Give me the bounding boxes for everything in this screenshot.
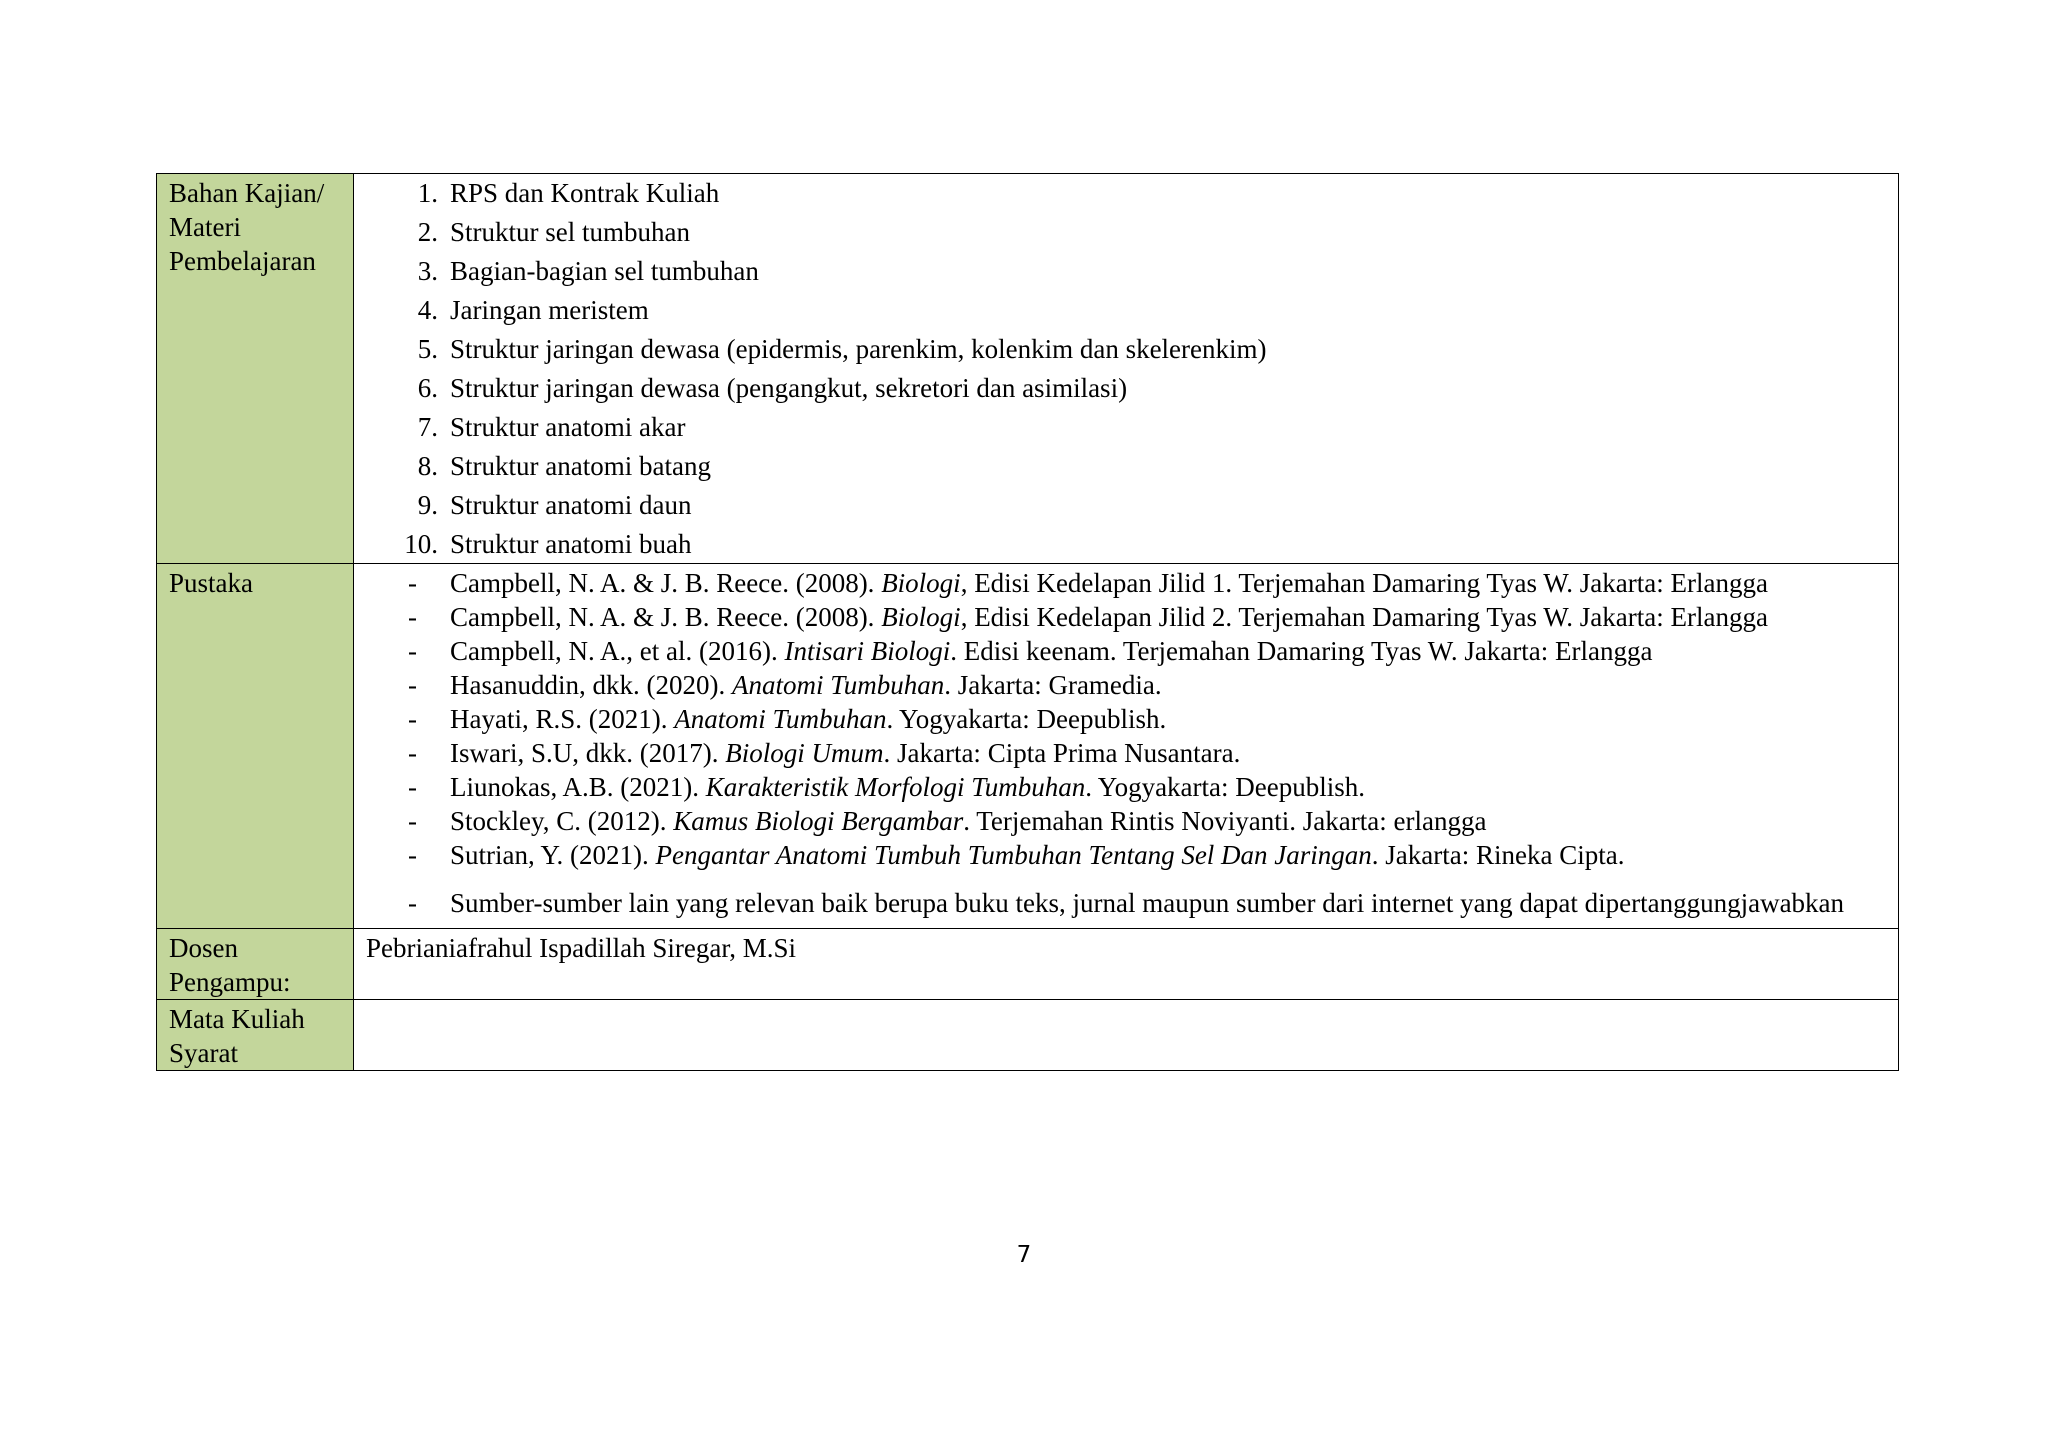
list-item-text: Struktur anatomi akar <box>450 412 686 442</box>
pustaka-cell <box>354 564 1899 929</box>
reference-bullet: - <box>408 806 417 836</box>
list-item-number: 9. <box>417 490 438 520</box>
list-item <box>354 213 1884 252</box>
reference-author: Sumber-sumber lain yang relevan baik berupa buku teks, jurnal maupun sumber dari internet yang dapat dipertanggungjawabkan <box>450 888 1845 918</box>
row-label-pustaka: Pustaka <box>157 564 354 929</box>
reference-item <box>354 886 1884 920</box>
materi-cell <box>354 174 1899 564</box>
list-item <box>354 291 1884 330</box>
list-item <box>354 525 1884 563</box>
list-item-number: 6. <box>417 373 438 403</box>
reference-title: Anatomi Tumbuhan <box>674 704 887 734</box>
list-item-number: 1. <box>417 178 438 208</box>
list-item-text: Struktur anatomi buah <box>450 529 692 559</box>
reference-bullet: - <box>408 636 417 666</box>
reference-title: Intisari Biologi <box>784 636 951 666</box>
reference-author: Campbell, N. A. & J. B. Reece. (2008). <box>450 568 882 598</box>
list-item-number: 5. <box>417 334 438 364</box>
reference-item <box>354 634 1884 668</box>
reference-item <box>354 770 1884 804</box>
table-row-dosen <box>157 929 1899 1000</box>
reference-bullet: - <box>408 888 417 918</box>
table-row-materi <box>157 174 1899 564</box>
list-item-number: 3. <box>417 256 438 286</box>
reference-bullet: - <box>408 670 417 700</box>
reference-title: Biologi <box>881 602 961 632</box>
reference-publisher: . Edisi keenam. Terjemahan Damaring Tyas W. Jakarta: Erlangga <box>950 636 1653 666</box>
reference-title: Kamus Biologi Bergambar <box>673 806 964 836</box>
row-label-dosen: Dosen Pengampu: <box>157 929 354 1000</box>
reference-author: Campbell, N. A. & J. B. Reece. (2008). <box>450 602 882 632</box>
reference-text <box>450 804 1884 838</box>
row-label-syarat: Mata Kuliah Syarat <box>157 1000 354 1071</box>
reference-publisher: . Terjemahan Rintis Noviyanti. Jakarta: erlangga <box>963 806 1487 836</box>
reference-text <box>450 770 1884 804</box>
reference-publisher: . Yogyakarta: Deepublish. <box>886 704 1167 734</box>
dosen-value: Pebrianiafrahul Ispadillah Siregar, M.Si <box>354 929 1899 1000</box>
reference-text <box>450 736 1884 770</box>
reference-publisher: , Edisi Kedelapan Jilid 1. Terjemahan Damaring Tyas W. Jakarta: Erlangga <box>960 568 1768 598</box>
reference-item <box>354 804 1884 838</box>
list-item-text: Struktur jaringan dewasa (epidermis, parenkim, kolenkim dan skelerenkim) <box>450 334 1267 364</box>
reference-publisher: . Yogyakarta: Deepublish. <box>1085 772 1365 802</box>
list-item-text: Jaringan meristem <box>450 295 649 325</box>
reference-text <box>450 668 1884 702</box>
reference-publisher: . Jakarta: Rineka Cipta. <box>1371 840 1625 870</box>
reference-text <box>450 566 1884 600</box>
reference-author: Sutrian, Y. (2021). <box>450 840 656 870</box>
list-item-text: RPS dan Kontrak Kuliah <box>450 178 720 208</box>
list-item <box>354 447 1884 486</box>
list-item-text: Struktur anatomi daun <box>450 490 692 520</box>
list-item <box>354 369 1884 408</box>
list-item <box>354 330 1884 369</box>
list-item-number: 10. <box>404 529 438 559</box>
reference-author: Hasanuddin, dkk. (2020). <box>450 670 732 700</box>
reference-item <box>354 566 1884 600</box>
list-item <box>354 408 1884 447</box>
reference-text <box>450 702 1884 736</box>
reference-item <box>354 838 1884 872</box>
list-item-text: Bagian-bagian sel tumbuhan <box>450 256 759 286</box>
reference-title: Pengantar Anatomi Tumbuh Tumbuhan Tentang Sel Dan Jaringan <box>655 840 1372 870</box>
reference-item <box>354 736 1884 770</box>
row-label-materi: Bahan Kajian/ Materi Pembelajaran <box>157 174 354 564</box>
reference-bullet: - <box>408 772 417 802</box>
materi-list <box>354 174 1884 563</box>
reference-publisher: . Jakarta: Gramedia. <box>944 670 1162 700</box>
list-item-number: 7. <box>417 412 438 442</box>
list-item-number: 4. <box>417 295 438 325</box>
reference-bullet: - <box>408 568 417 598</box>
list-item-number: 2. <box>417 217 438 247</box>
reference-bullet: - <box>408 602 417 632</box>
reference-author: Hayati, R.S. (2021). <box>450 704 675 734</box>
reference-author: Campbell, N. A., et al. (2016). <box>450 636 785 666</box>
list-item <box>354 174 1884 213</box>
reference-title: Biologi <box>881 568 961 598</box>
list-item-text: Struktur anatomi batang <box>450 451 711 481</box>
reference-publisher: , Edisi Kedelapan Jilid 2. Terjemahan Damaring Tyas W. Jakarta: Erlangga <box>960 602 1768 632</box>
reference-text <box>450 838 1884 872</box>
reference-item <box>354 668 1884 702</box>
reference-author: Stockley, C. (2012). <box>450 806 674 836</box>
list-item-number: 8. <box>417 451 438 481</box>
reference-bullet: - <box>408 840 417 870</box>
syarat-value <box>354 1000 1899 1071</box>
reference-bullet: - <box>408 704 417 734</box>
reference-text <box>450 600 1884 634</box>
reference-bullet: - <box>408 738 417 768</box>
reference-text <box>450 886 1884 920</box>
list-item <box>354 252 1884 291</box>
reference-title: Karakteristik Morfologi Tumbuhan <box>705 772 1086 802</box>
reference-text <box>450 634 1884 668</box>
reference-item <box>354 702 1884 736</box>
reference-author: Iswari, S.U, dkk. (2017). <box>450 738 726 768</box>
reference-title: Biologi Umum <box>725 738 884 768</box>
list-item-text: Struktur sel tumbuhan <box>450 217 690 247</box>
reference-publisher: . Jakarta: Cipta Prima Nusantara. <box>883 738 1241 768</box>
page-number: 7 <box>1016 1242 1032 1268</box>
list-item-text: Struktur jaringan dewasa (pengangkut, sekretori dan asimilasi) <box>450 373 1128 403</box>
reference-item <box>354 600 1884 634</box>
table-row-pustaka <box>157 564 1899 929</box>
reference-title: Anatomi Tumbuhan <box>731 670 945 700</box>
course-info-table <box>156 173 1899 1071</box>
reference-list <box>354 564 1884 928</box>
list-item <box>354 486 1884 525</box>
reference-author: Liunokas, A.B. (2021). <box>450 772 706 802</box>
table-row-syarat <box>157 1000 1899 1071</box>
